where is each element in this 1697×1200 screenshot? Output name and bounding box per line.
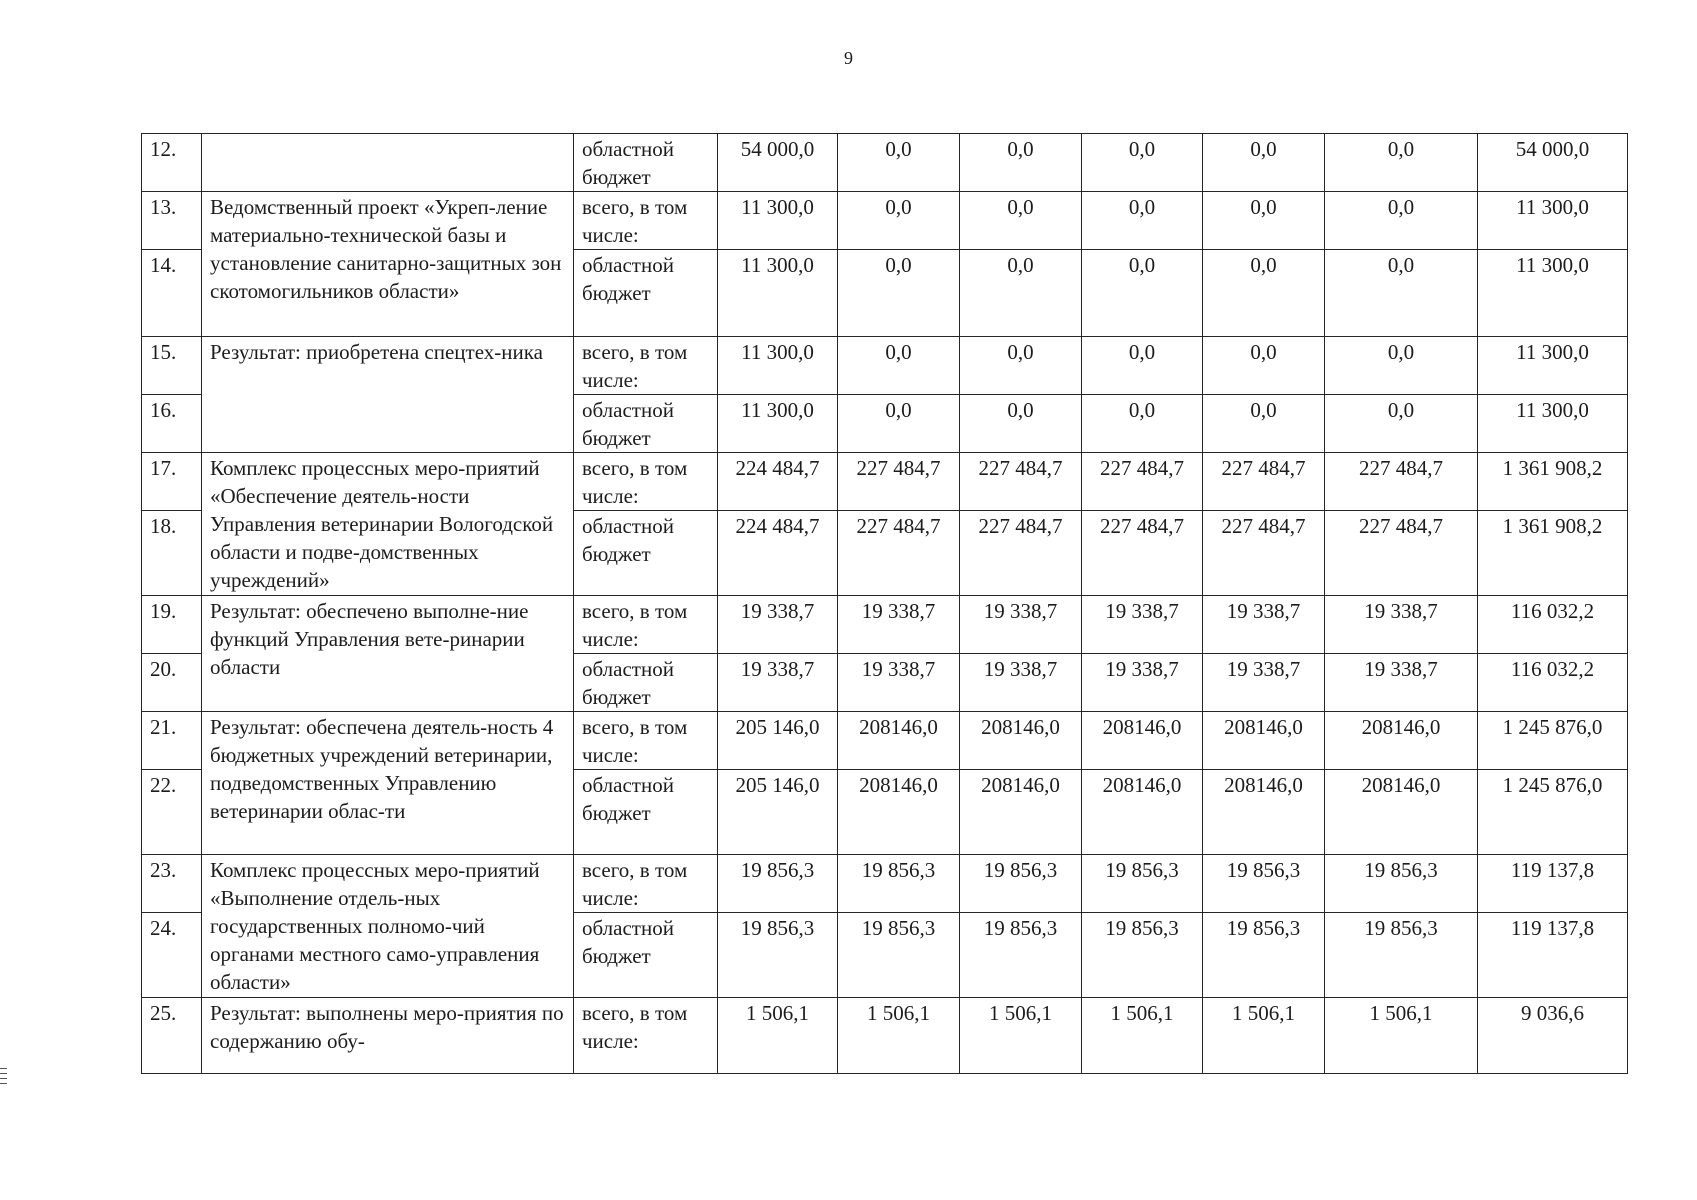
row-description: Ведомственный проект «Укреп-ление материально-технической базы и установление санитарно-защитных зон скотомогильников области» bbox=[202, 192, 574, 337]
total-cell: 119 137,8 bbox=[1478, 855, 1628, 913]
amount-cell: 11 300,0 bbox=[718, 250, 838, 337]
table-row bbox=[142, 192, 1628, 250]
amount-cell: 19 338,7 bbox=[1082, 654, 1203, 712]
amount-cell: 11 300,0 bbox=[718, 192, 838, 250]
table-row bbox=[142, 855, 1628, 913]
total-cell: 1 361 908,2 bbox=[1478, 511, 1628, 596]
amount-cell: 19 338,7 bbox=[1082, 596, 1203, 654]
amount-cell: 208146,0 bbox=[1082, 770, 1203, 855]
total-cell: 11 300,0 bbox=[1478, 395, 1628, 453]
table-row bbox=[142, 596, 1628, 654]
total-cell: 1 245 876,0 bbox=[1478, 712, 1628, 770]
amount-cell: 0,0 bbox=[1325, 250, 1478, 337]
amount-cell: 19 856,3 bbox=[1325, 913, 1478, 998]
amount-cell: 224 484,7 bbox=[718, 511, 838, 596]
row-number: 15. bbox=[142, 337, 202, 395]
amount-cell: 0,0 bbox=[960, 337, 1082, 395]
amount-cell: 0,0 bbox=[1082, 250, 1203, 337]
amount-cell: 205 146,0 bbox=[718, 770, 838, 855]
row-number: 24. bbox=[142, 913, 202, 998]
amount-cell: 0,0 bbox=[1082, 134, 1203, 192]
table-body bbox=[142, 134, 1628, 1074]
row-description: Комплекс процессных меро-приятий «Обеспечение деятель-ности Управления ветеринарии Вологодской области и подве-домственных учреждений» bbox=[202, 453, 574, 596]
amount-cell: 19 856,3 bbox=[718, 855, 838, 913]
margin-ticks bbox=[0, 1068, 8, 1088]
row-number: 14. bbox=[142, 250, 202, 337]
amount-cell: 19 856,3 bbox=[1203, 913, 1325, 998]
total-cell: 116 032,2 bbox=[1478, 596, 1628, 654]
amount-cell: 19 856,3 bbox=[1082, 855, 1203, 913]
amount-cell: 227 484,7 bbox=[838, 453, 960, 511]
total-cell: 1 361 908,2 bbox=[1478, 453, 1628, 511]
funding-source: всего, в том числе: bbox=[574, 712, 718, 770]
row-number: 22. bbox=[142, 770, 202, 855]
row-description: Комплекс процессных меро-приятий «Выполнение отдель-ных государственных полномо-чий органами местного само-управления области» bbox=[202, 855, 574, 998]
funding-source: всего, в том числе: bbox=[574, 337, 718, 395]
amount-cell: 208146,0 bbox=[838, 712, 960, 770]
amount-cell: 208146,0 bbox=[1203, 770, 1325, 855]
amount-cell: 54 000,0 bbox=[718, 134, 838, 192]
total-cell: 119 137,8 bbox=[1478, 913, 1628, 998]
amount-cell: 19 856,3 bbox=[1325, 855, 1478, 913]
amount-cell: 227 484,7 bbox=[1082, 453, 1203, 511]
amount-cell: 227 484,7 bbox=[1203, 511, 1325, 596]
amount-cell: 1 506,1 bbox=[1203, 998, 1325, 1074]
amount-cell: 208146,0 bbox=[1325, 770, 1478, 855]
funding-source: всего, в том числе: bbox=[574, 998, 718, 1074]
amount-cell: 0,0 bbox=[1203, 134, 1325, 192]
funding-source: всего, в том числе: bbox=[574, 596, 718, 654]
amount-cell: 19 338,7 bbox=[1325, 596, 1478, 654]
total-cell: 116 032,2 bbox=[1478, 654, 1628, 712]
row-number: 19. bbox=[142, 596, 202, 654]
table-row bbox=[142, 453, 1628, 511]
amount-cell: 227 484,7 bbox=[1325, 453, 1478, 511]
amount-cell: 208146,0 bbox=[838, 770, 960, 855]
amount-cell: 11 300,0 bbox=[718, 395, 838, 453]
amount-cell: 0,0 bbox=[1203, 395, 1325, 453]
budget-table bbox=[141, 133, 1628, 1074]
amount-cell: 19 338,7 bbox=[1203, 596, 1325, 654]
row-description: Результат: обеспечена деятель-ность 4 бюджетных учреждений ветеринарии, подведомственных Управлению ветеринарии облас-ти bbox=[202, 712, 574, 855]
row-number: 17. bbox=[142, 453, 202, 511]
amount-cell: 19 338,7 bbox=[1325, 654, 1478, 712]
funding-source: всего, в том числе: bbox=[574, 453, 718, 511]
amount-cell: 0,0 bbox=[1203, 250, 1325, 337]
amount-cell: 208146,0 bbox=[1325, 712, 1478, 770]
amount-cell: 205 146,0 bbox=[718, 712, 838, 770]
amount-cell: 0,0 bbox=[1082, 395, 1203, 453]
amount-cell: 227 484,7 bbox=[1082, 511, 1203, 596]
row-number: 21. bbox=[142, 712, 202, 770]
table-row bbox=[142, 337, 1628, 395]
amount-cell: 0,0 bbox=[1082, 192, 1203, 250]
amount-cell: 1 506,1 bbox=[838, 998, 960, 1074]
amount-cell: 0,0 bbox=[1203, 337, 1325, 395]
row-description: Результат: обеспечено выполне-ние функций Управления вете-ринарии области bbox=[202, 596, 574, 712]
amount-cell: 227 484,7 bbox=[960, 511, 1082, 596]
amount-cell: 19 856,3 bbox=[718, 913, 838, 998]
table-row bbox=[142, 134, 1628, 192]
amount-cell: 19 856,3 bbox=[1203, 855, 1325, 913]
amount-cell: 0,0 bbox=[960, 134, 1082, 192]
amount-cell: 19 338,7 bbox=[960, 654, 1082, 712]
amount-cell: 0,0 bbox=[838, 337, 960, 395]
amount-cell: 0,0 bbox=[1325, 134, 1478, 192]
amount-cell: 19 338,7 bbox=[718, 654, 838, 712]
row-description: Результат: выполнены меро-приятия по содержанию обу- bbox=[202, 998, 574, 1074]
amount-cell: 0,0 bbox=[960, 192, 1082, 250]
row-number: 20. bbox=[142, 654, 202, 712]
funding-source: областной бюджет bbox=[574, 250, 718, 337]
table-row bbox=[142, 998, 1628, 1074]
funding-source: областной бюджет bbox=[574, 654, 718, 712]
row-number: 25. bbox=[142, 998, 202, 1074]
funding-source: областной бюджет bbox=[574, 395, 718, 453]
row-number: 18. bbox=[142, 511, 202, 596]
amount-cell: 1 506,1 bbox=[718, 998, 838, 1074]
amount-cell: 227 484,7 bbox=[1203, 453, 1325, 511]
amount-cell: 19 856,3 bbox=[960, 913, 1082, 998]
amount-cell: 0,0 bbox=[1325, 337, 1478, 395]
amount-cell: 208146,0 bbox=[1203, 712, 1325, 770]
amount-cell: 0,0 bbox=[1203, 192, 1325, 250]
amount-cell: 0,0 bbox=[1325, 192, 1478, 250]
amount-cell: 208146,0 bbox=[960, 770, 1082, 855]
amount-cell: 0,0 bbox=[838, 134, 960, 192]
funding-source: областной бюджет bbox=[574, 134, 718, 192]
row-number: 12. bbox=[142, 134, 202, 192]
amount-cell: 19 338,7 bbox=[1203, 654, 1325, 712]
amount-cell: 224 484,7 bbox=[718, 453, 838, 511]
amount-cell: 0,0 bbox=[838, 192, 960, 250]
row-description bbox=[202, 134, 574, 192]
funding-source: областной бюджет bbox=[574, 913, 718, 998]
total-cell: 11 300,0 bbox=[1478, 250, 1628, 337]
amount-cell: 208146,0 bbox=[960, 712, 1082, 770]
total-cell: 9 036,6 bbox=[1478, 998, 1628, 1074]
total-cell: 1 245 876,0 bbox=[1478, 770, 1628, 855]
amount-cell: 0,0 bbox=[838, 250, 960, 337]
amount-cell: 19 856,3 bbox=[838, 913, 960, 998]
page-number: 9 bbox=[844, 48, 853, 68]
amount-cell: 227 484,7 bbox=[960, 453, 1082, 511]
total-cell: 11 300,0 bbox=[1478, 192, 1628, 250]
amount-cell: 11 300,0 bbox=[718, 337, 838, 395]
amount-cell: 0,0 bbox=[1082, 337, 1203, 395]
amount-cell: 19 856,3 bbox=[838, 855, 960, 913]
row-number: 16. bbox=[142, 395, 202, 453]
amount-cell: 19 338,7 bbox=[718, 596, 838, 654]
amount-cell: 19 856,3 bbox=[1082, 913, 1203, 998]
funding-source: всего, в том числе: bbox=[574, 855, 718, 913]
row-number: 13. bbox=[142, 192, 202, 250]
row-number: 23. bbox=[142, 855, 202, 913]
amount-cell: 227 484,7 bbox=[838, 511, 960, 596]
amount-cell: 0,0 bbox=[1325, 395, 1478, 453]
amount-cell: 227 484,7 bbox=[1325, 511, 1478, 596]
amount-cell: 1 506,1 bbox=[1082, 998, 1203, 1074]
total-cell: 11 300,0 bbox=[1478, 337, 1628, 395]
total-cell: 54 000,0 bbox=[1478, 134, 1628, 192]
amount-cell: 0,0 bbox=[960, 395, 1082, 453]
amount-cell: 1 506,1 bbox=[960, 998, 1082, 1074]
table-row bbox=[142, 712, 1628, 770]
amount-cell: 0,0 bbox=[960, 250, 1082, 337]
amount-cell: 19 338,7 bbox=[838, 654, 960, 712]
row-description: Результат: приобретена спецтех-ника bbox=[202, 337, 574, 453]
funding-source: всего, в том числе: bbox=[574, 192, 718, 250]
funding-source: областной бюджет bbox=[574, 511, 718, 596]
amount-cell: 19 856,3 bbox=[960, 855, 1082, 913]
amount-cell: 1 506,1 bbox=[1325, 998, 1478, 1074]
amount-cell: 208146,0 bbox=[1082, 712, 1203, 770]
amount-cell: 0,0 bbox=[838, 395, 960, 453]
amount-cell: 19 338,7 bbox=[960, 596, 1082, 654]
amount-cell: 19 338,7 bbox=[838, 596, 960, 654]
funding-source: областной бюджет bbox=[574, 770, 718, 855]
